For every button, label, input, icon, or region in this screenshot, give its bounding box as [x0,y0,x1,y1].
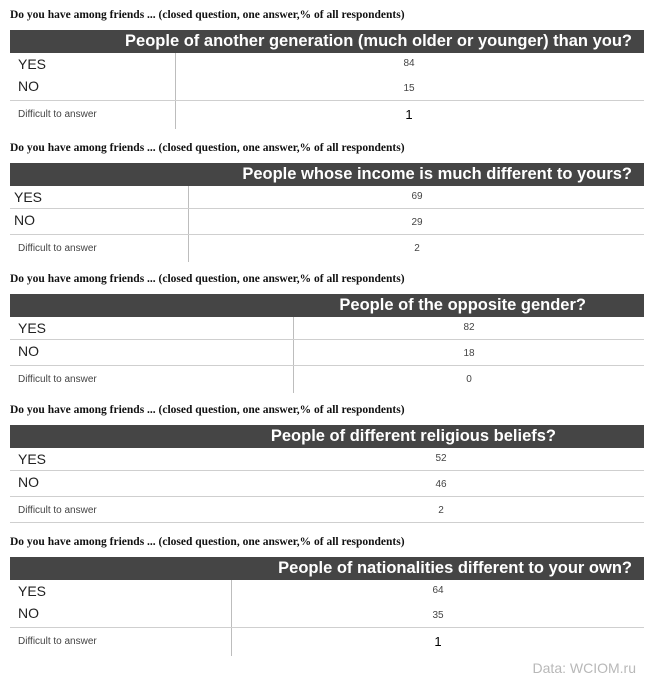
row-value: 18 [463,348,475,359]
results-table [10,163,644,260]
table-row-difficult [10,234,644,260]
row-value: 84 [403,58,415,69]
row-label: NO [18,343,39,359]
header-text: People of nationalities different to your own? [278,559,632,577]
table-row-difficult [10,496,644,523]
row-value: 2 [438,505,444,516]
table-row-difficult [10,100,644,126]
header-text: People of different religious beliefs? [270,427,556,445]
row-label: Difficult to answer [18,505,97,516]
row-label: YES [18,583,47,599]
row-label: Difficult to answer [18,109,97,120]
question-title: Do you have among friends ... (closed question, one answer,% of all respondents) [10,273,405,285]
row-label: Difficult to answer [18,636,97,647]
header-text: People whose income is much different to yours? [242,165,632,183]
row-label: Difficult to answer [18,374,97,385]
row-value: 29 [411,217,423,228]
row-value: 69 [411,191,423,202]
header-text: People of another generation (much older or younger) than you? [125,32,632,50]
question-title: Do you have among friends ... (closed question, one answer,% of all respondents) [10,142,405,154]
table-header [10,425,644,448]
table-header [10,30,644,53]
table-row-difficult [10,627,644,653]
row-value: 1 [434,634,442,649]
row-label: YES [18,56,47,72]
table-row-no [10,602,644,627]
table-row-yes [10,53,644,75]
row-label: NO [14,212,35,228]
row-label: NO [18,78,39,94]
table-row-yes [10,580,644,602]
table-header [10,294,644,317]
table-row-no [10,470,644,496]
question-title: Do you have among friends ... (closed question, one answer,% of all respondents) [10,404,405,416]
source-credit: Data: WCIOM.ru [532,660,636,676]
question-title: Do you have among friends ... (closed question, one answer,% of all respondents) [10,9,405,21]
results-table [10,30,644,126]
row-label: YES [18,320,47,336]
row-value: 1 [405,107,413,122]
table-header [10,557,644,580]
table-row-no [10,208,644,234]
row-label: Difficult to answer [18,243,97,254]
row-value: 0 [466,374,472,385]
table-row-no [10,339,644,365]
row-label: NO [18,605,39,621]
row-value: 35 [432,610,444,621]
row-value: 52 [435,453,447,464]
table-row-difficult [10,365,644,391]
row-value: 82 [463,322,475,333]
table-row-no [10,75,644,100]
results-table [10,294,644,391]
table-row-yes [10,448,644,470]
row-value: 2 [414,243,420,254]
row-label: YES [14,189,43,205]
row-value: 46 [435,479,447,490]
row-value: 15 [403,83,415,94]
row-label: YES [18,451,47,467]
table-row-yes [10,186,644,208]
row-label: NO [18,474,39,490]
header-text: People of the opposite gender? [339,296,586,314]
table-row-yes [10,317,644,339]
results-table [10,425,644,523]
results-table [10,557,644,653]
table-header [10,163,644,186]
row-value: 64 [432,585,444,596]
question-title: Do you have among friends ... (closed question, one answer,% of all respondents) [10,536,405,548]
